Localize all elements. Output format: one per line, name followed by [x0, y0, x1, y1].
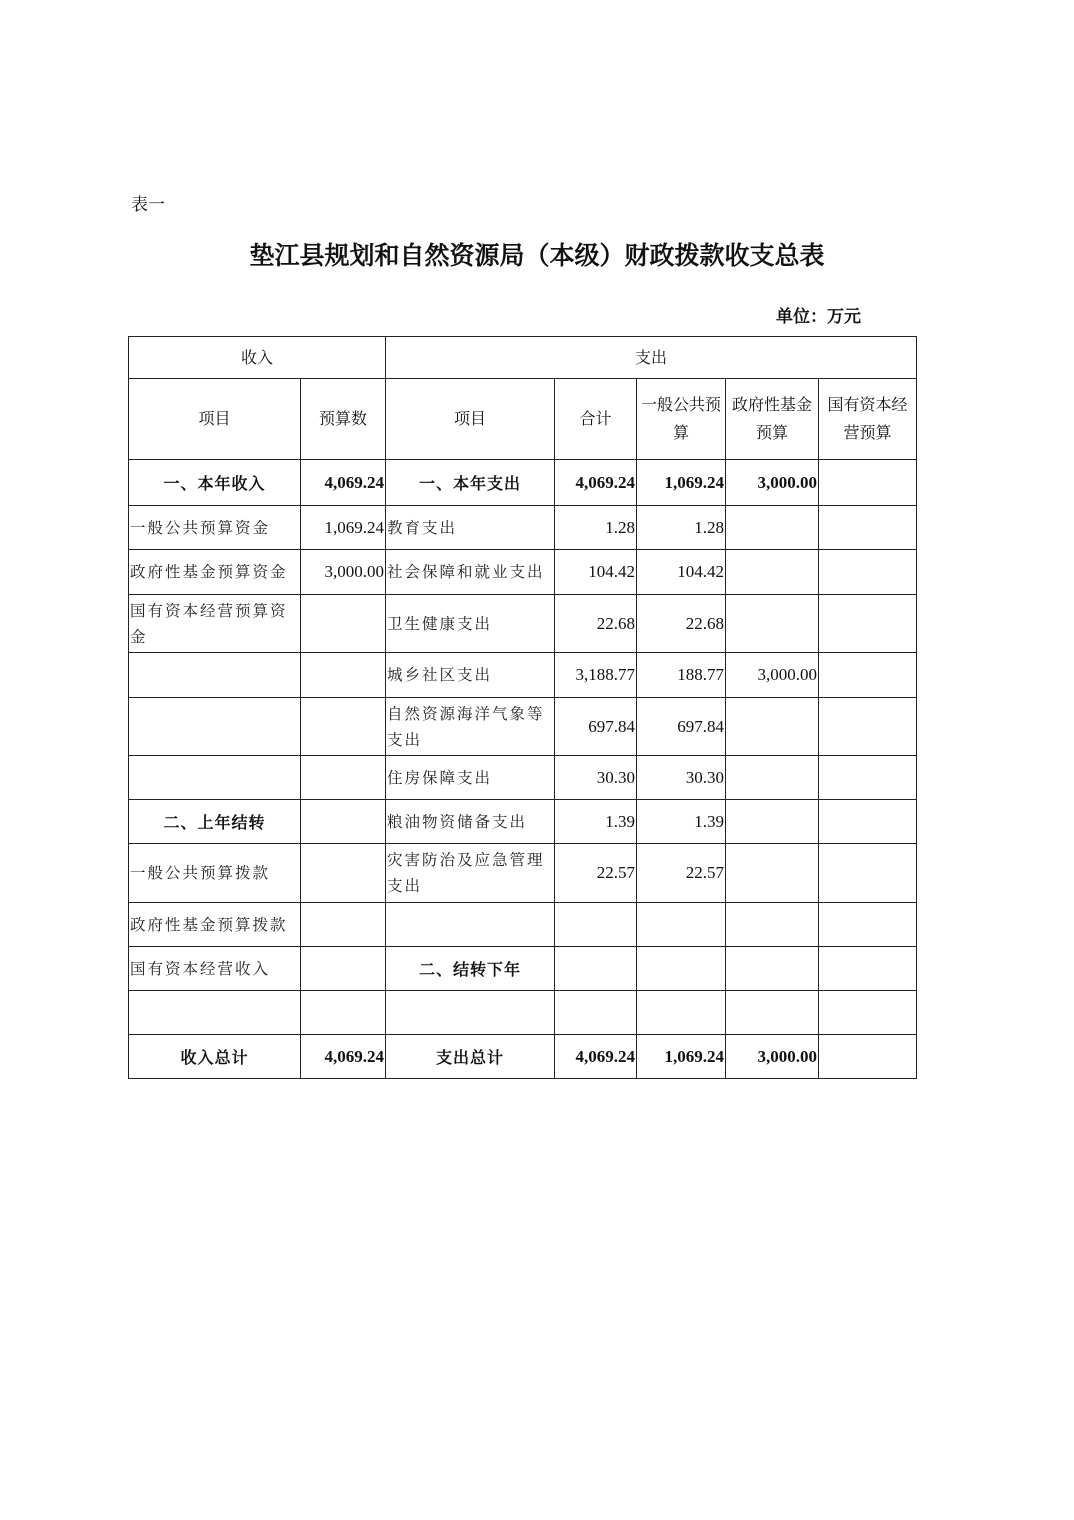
table-row — [129, 903, 917, 947]
cell-expense-total: 1.39 — [555, 800, 637, 844]
cell-income-budget — [301, 800, 386, 844]
cell-expense-fund — [726, 698, 819, 756]
cell-expense-general — [637, 991, 726, 1035]
cell-income-item — [129, 756, 301, 800]
cell-expense-total: 3,188.77 — [555, 653, 637, 698]
unit-label: 单位：万元 — [776, 307, 861, 327]
table-row — [129, 653, 917, 698]
cell-income-budget — [301, 991, 386, 1035]
cell-expense-item: 支出总计 — [386, 1035, 555, 1079]
cell-expense-state-capital — [819, 903, 917, 947]
cell-expense-total — [555, 903, 637, 947]
table-row — [129, 844, 917, 903]
cell-expense-fund — [726, 903, 819, 947]
col-header-general-budget: 一般公共预算 — [637, 379, 726, 460]
cell-income-budget: 4,069.24 — [301, 1035, 386, 1079]
cell-expense-total: 1.28 — [555, 506, 637, 550]
cell-expense-general: 1,069.24 — [637, 1035, 726, 1079]
cell-income-budget: 4,069.24 — [301, 460, 386, 506]
table-row — [129, 991, 917, 1035]
cell-expense-state-capital — [819, 460, 917, 506]
cell-expense-fund — [726, 756, 819, 800]
cell-expense-total: 104.42 — [555, 550, 637, 595]
table-row — [129, 698, 917, 756]
expense-group-header: 支出 — [386, 337, 917, 379]
cell-expense-total: 22.57 — [555, 844, 637, 903]
cell-expense-general: 697.84 — [637, 698, 726, 756]
cell-income-budget: 1,069.24 — [301, 506, 386, 550]
cell-expense-item: 社会保障和就业支出 — [386, 550, 555, 595]
cell-expense-fund — [726, 800, 819, 844]
cell-expense-state-capital — [819, 698, 917, 756]
cell-expense-state-capital — [819, 947, 917, 991]
cell-expense-fund: 3,000.00 — [726, 1035, 819, 1079]
cell-expense-state-capital — [819, 991, 917, 1035]
cell-expense-item — [386, 903, 555, 947]
cell-expense-state-capital — [819, 800, 917, 844]
cell-income-budget — [301, 698, 386, 756]
table-row — [129, 506, 917, 550]
cell-expense-total: 22.68 — [555, 595, 637, 653]
cell-expense-item: 自然资源海洋气象等支出 — [386, 698, 555, 756]
table-row — [129, 595, 917, 653]
cell-expense-fund — [726, 991, 819, 1035]
cell-income-item — [129, 653, 301, 698]
cell-income-item — [129, 991, 301, 1035]
cell-expense-general: 22.68 — [637, 595, 726, 653]
column-header-row — [129, 379, 917, 460]
cell-income-item: 政府性基金预算资金 — [129, 550, 301, 595]
cell-expense-general: 22.57 — [637, 844, 726, 903]
cell-expense-fund — [726, 595, 819, 653]
cell-income-item: 一、本年收入 — [129, 460, 301, 506]
cell-expense-item: 教育支出 — [386, 506, 555, 550]
cell-expense-total — [555, 947, 637, 991]
cell-expense-fund: 3,000.00 — [726, 460, 819, 506]
cell-expense-item: 住房保障支出 — [386, 756, 555, 800]
table-row — [129, 756, 917, 800]
cell-income-budget — [301, 756, 386, 800]
cell-income-item: 国有资本经营预算资金 — [129, 595, 301, 653]
cell-expense-fund — [726, 550, 819, 595]
cell-expense-item — [386, 991, 555, 1035]
cell-income-item — [129, 698, 301, 756]
cell-expense-fund — [726, 844, 819, 903]
cell-expense-general: 104.42 — [637, 550, 726, 595]
cell-expense-state-capital — [819, 550, 917, 595]
cell-expense-general — [637, 903, 726, 947]
cell-expense-total: 4,069.24 — [555, 460, 637, 506]
cell-income-budget — [301, 903, 386, 947]
cell-expense-total — [555, 991, 637, 1035]
cell-expense-item: 卫生健康支出 — [386, 595, 555, 653]
cell-expense-item: 灾害防治及应急管理支出 — [386, 844, 555, 903]
cell-expense-state-capital — [819, 844, 917, 903]
col-header-state-capital-budget: 国有资本经营预算 — [819, 379, 917, 460]
cell-income-item: 收入总计 — [129, 1035, 301, 1079]
cell-income-budget: 3,000.00 — [301, 550, 386, 595]
cell-expense-state-capital — [819, 756, 917, 800]
table-row — [129, 947, 917, 991]
cell-expense-general: 1,069.24 — [637, 460, 726, 506]
table-row — [129, 460, 917, 506]
document-title: 垫江县规划和自然资源局（本级）财政拨款收支总表 — [249, 241, 825, 270]
cell-expense-item: 粮油物资储备支出 — [386, 800, 555, 844]
col-header-income-budget: 预算数 — [301, 379, 386, 460]
group-header-row — [129, 337, 917, 379]
table-row — [129, 1035, 917, 1079]
cell-income-item: 一般公共预算拨款 — [129, 844, 301, 903]
cell-income-item: 国有资本经营收入 — [129, 947, 301, 991]
cell-income-budget — [301, 844, 386, 903]
table-row — [129, 800, 917, 844]
cell-expense-item: 二、结转下年 — [386, 947, 555, 991]
cell-expense-total: 697.84 — [555, 698, 637, 756]
cell-expense-state-capital — [819, 595, 917, 653]
cell-income-budget — [301, 947, 386, 991]
cell-expense-state-capital — [819, 653, 917, 698]
table-number-label: 表一 — [131, 195, 165, 215]
cell-expense-general: 30.30 — [637, 756, 726, 800]
cell-expense-item: 城乡社区支出 — [386, 653, 555, 698]
cell-expense-general: 188.77 — [637, 653, 726, 698]
col-header-fund-budget: 政府性基金预算 — [726, 379, 819, 460]
cell-income-item: 二、上年结转 — [129, 800, 301, 844]
cell-expense-general: 1.39 — [637, 800, 726, 844]
cell-income-item: 一般公共预算资金 — [129, 506, 301, 550]
cell-expense-state-capital — [819, 1035, 917, 1079]
income-group-header: 收入 — [129, 337, 386, 379]
cell-income-budget — [301, 595, 386, 653]
col-header-income-item: 项目 — [129, 379, 301, 460]
cell-expense-total: 4,069.24 — [555, 1035, 637, 1079]
col-header-expense-item: 项目 — [386, 379, 555, 460]
cell-expense-general: 1.28 — [637, 506, 726, 550]
col-header-total: 合计 — [555, 379, 637, 460]
cell-expense-fund — [726, 947, 819, 991]
table-row — [129, 550, 917, 595]
cell-expense-total: 30.30 — [555, 756, 637, 800]
cell-expense-item: 一、本年支出 — [386, 460, 555, 506]
cell-expense-general — [637, 947, 726, 991]
cell-income-item: 政府性基金预算拨款 — [129, 903, 301, 947]
budget-summary-table — [128, 336, 917, 1079]
cell-expense-state-capital — [819, 506, 917, 550]
cell-expense-fund — [726, 506, 819, 550]
cell-income-budget — [301, 653, 386, 698]
cell-expense-fund: 3,000.00 — [726, 653, 819, 698]
